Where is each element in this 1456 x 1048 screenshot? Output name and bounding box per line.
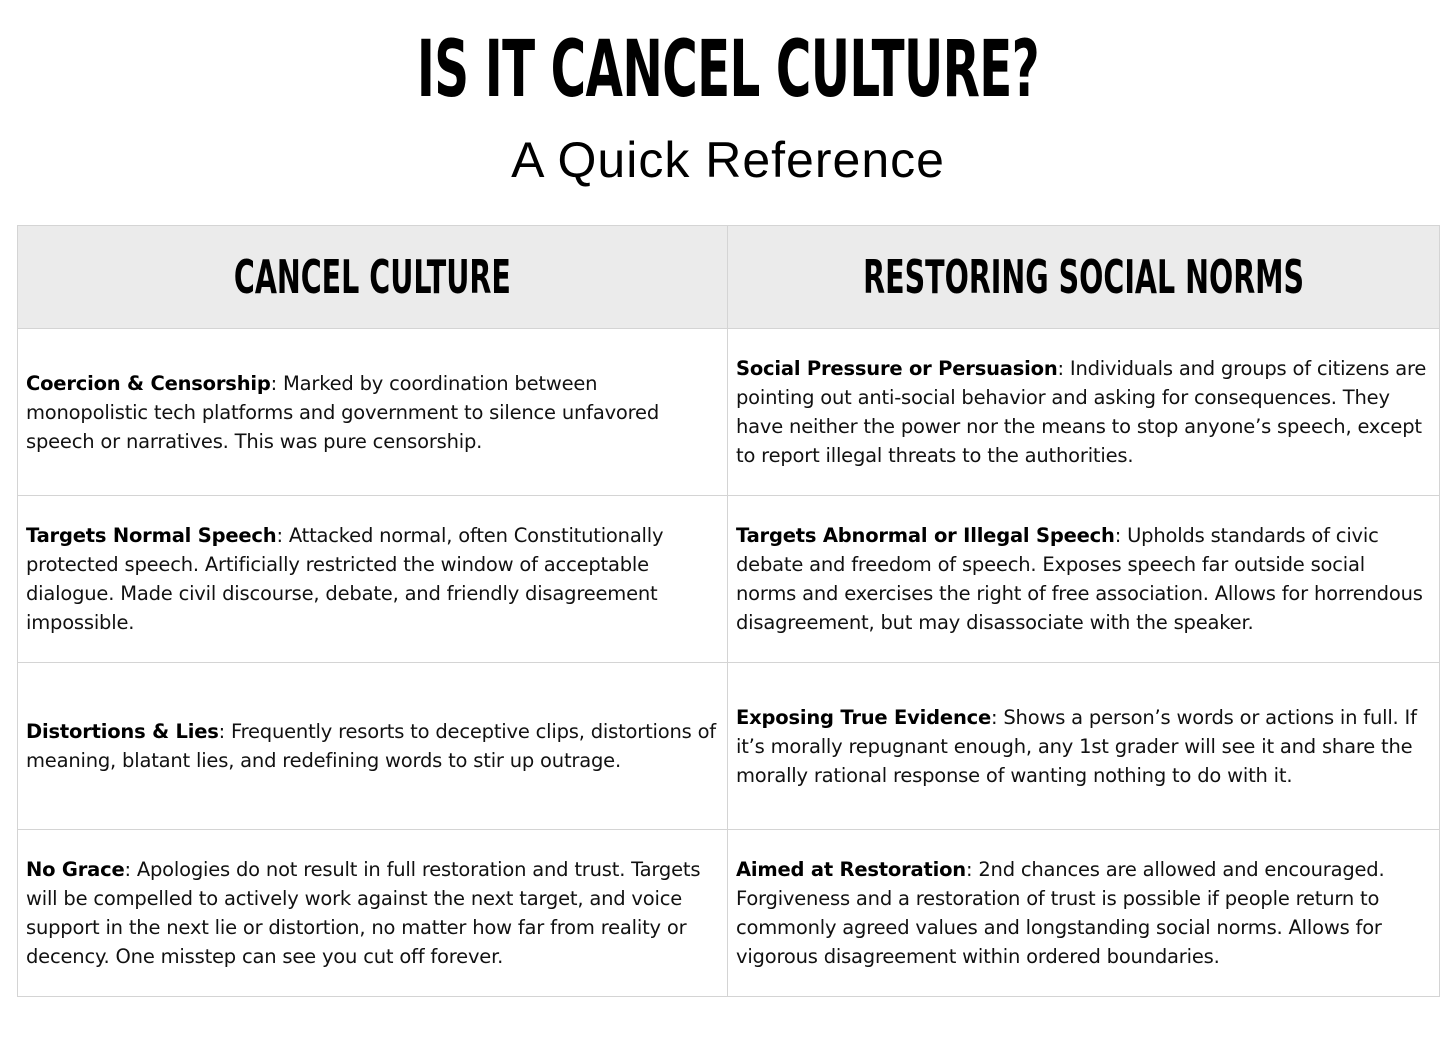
column-header-label: RESTORING SOCIAL NORMS: [863, 250, 1305, 304]
table-row: [18, 329, 1440, 496]
cell-term: Coercion & Censorship: [26, 371, 271, 395]
column-header-label: CANCEL CULTURE: [234, 250, 511, 304]
cell-term: Targets Abnormal or Illegal Speech: [736, 524, 1115, 547]
cell-term: Aimed at Restoration: [736, 858, 966, 881]
page-subtitle: A Quick Reference: [511, 132, 945, 188]
cell-description: : Marked by coordination between monopolistic tech platforms and government to silence unfavored speech or narratives. This was pure censorship.: [26, 371, 660, 453]
table-row: [18, 663, 1440, 830]
table-cell-restoring-norms: [728, 329, 1440, 496]
cell-description: : Frequently resorts to deceptive clips, distortions of meaning, blatant lies, and redefining words to stir up outrage.: [26, 720, 716, 772]
table-cell-cancel-culture: [18, 496, 728, 663]
table-cell-restoring-norms: [728, 830, 1440, 997]
table-row: [18, 830, 1440, 997]
table-cell-cancel-culture: [18, 663, 728, 830]
column-header-cancel-culture: [18, 226, 728, 329]
cell-term: Social Pressure or Persuasion: [736, 357, 1058, 380]
cell-term: Distortions & Lies: [26, 720, 219, 743]
table-row: [18, 496, 1440, 663]
cell-description: : Attacked normal, often Constitutionally protected speech. Artificially restricted the window of acceptable dialogue. Made civil discourse, debate, and friendly disagreement impossible.: [26, 524, 664, 634]
cell-description: : Upholds standards of civic debate and freedom of speech. Exposes speech far outside social norms and exercises the right of free association. Allows for horrendous disagreement, but may disassociate with the speaker.: [736, 524, 1423, 634]
cell-term: Targets Normal Speech: [26, 524, 277, 547]
page-title: IS IT CANCEL CULTURE?: [416, 25, 1040, 115]
cell-description: : Individuals and groups of citizens are pointing out anti-social behavior and asking for consequences. They have neither the power nor the means to stop anyone’s speech, except to report illegal threats to the authorities.: [736, 357, 1427, 467]
cell-term: No Grace: [26, 858, 125, 881]
table-cell-restoring-norms: [728, 663, 1440, 830]
cell-description: : Shows a person’s words or actions in full. If it’s morally repugnant enough, any 1st grader will see it and share the morally rational response of wanting nothing to do with it.: [736, 705, 1417, 787]
cell-term: Exposing True Evidence: [736, 705, 992, 729]
table-cell-restoring-norms: [728, 496, 1440, 663]
table-cell-cancel-culture: [18, 329, 728, 496]
cell-description: : 2nd chances are allowed and encouraged. Forgiveness and a restoration of trust is possible if people return to commonly agreed values and longstanding social norms. Allows for vigorous disagreement within ordered boundaries.: [736, 858, 1385, 968]
table-header-row: [18, 226, 1440, 329]
cell-description: : Apologies do not result in full restoration and trust. Targets will be compelled to actively work against the next target, and voice support in the next lie or distortion, no matter how far from reality or decency. One misstep can see you cut off forever.: [26, 858, 701, 968]
column-header-restoring-social-norms: [728, 226, 1440, 329]
table-cell-cancel-culture: [18, 830, 728, 997]
comparison-table: [17, 225, 1440, 997]
